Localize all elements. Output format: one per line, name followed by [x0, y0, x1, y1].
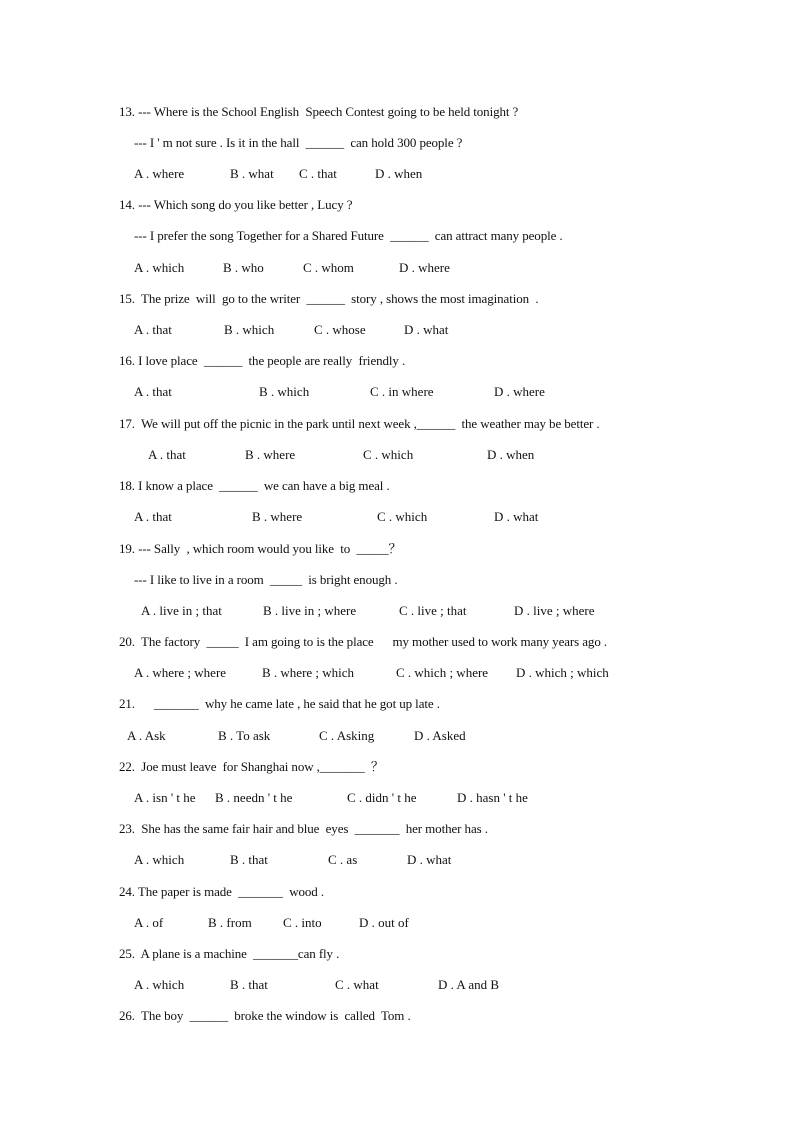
question-reply-line: --- I ' m not sure . Is it in the hall ______ can hold 300 people ?: [134, 135, 463, 150]
question-stem: 14. --- Which song do you like better , Lucy ?: [119, 197, 353, 212]
answer-option-d: D . which ; which: [516, 665, 609, 680]
answer-option-b: B . from: [208, 915, 252, 930]
answer-option-b: B . which: [224, 322, 275, 337]
answer-option-b: B . who: [223, 260, 264, 275]
answer-option-b: B . which: [259, 384, 310, 399]
answer-option-d: D . hasn ' t he: [457, 790, 528, 805]
answer-option-c: C . which: [377, 509, 428, 524]
answer-option-a: A . that: [134, 384, 172, 399]
answer-option-b: B . where ; which: [262, 665, 355, 680]
answer-option-b: B . what: [230, 166, 274, 181]
answer-option-a: A . that: [134, 322, 172, 337]
answer-option-a: A . which: [134, 852, 185, 867]
answer-option-d: D . where: [494, 384, 545, 399]
answer-option-b: B . that: [230, 977, 268, 992]
answer-option-d: D . Asked: [414, 728, 466, 743]
answer-option-d: D . what: [407, 852, 452, 867]
answer-option-c: C . didn ' t he: [347, 790, 417, 805]
answer-option-a: A . live in ; that: [141, 603, 222, 618]
answer-option-c: C . into: [283, 915, 322, 930]
question-stem: 13. --- Where is the School English Speech Contest going to be held tonight ?: [119, 104, 519, 119]
answer-option-a: A . which: [134, 260, 185, 275]
answer-option-c: C . which: [363, 447, 414, 462]
answer-option-a: A . where: [134, 166, 185, 181]
answer-option-d: D . where: [399, 260, 450, 275]
answer-option-d: D . when: [375, 166, 423, 181]
answer-option-d: D . what: [404, 322, 449, 337]
question-stem: 21. _______ why he came late , he said that he got up late .: [119, 696, 440, 711]
question-stem: 25. A plane is a machine _______can fly .: [119, 946, 340, 961]
question-stem: 22. Joe must leave for Shanghai now ,_______ ？: [119, 759, 384, 774]
answer-option-c: C . what: [335, 977, 379, 992]
answer-option-a: A . where ; where: [134, 665, 227, 680]
question-reply-line: --- I prefer the song Together for a Shared Future ______ can attract many people .: [134, 228, 563, 243]
answer-option-c: C . in where: [370, 384, 434, 399]
answer-option-a: A . that: [148, 447, 186, 462]
question-stem: 23. She has the same fair hair and blue eyes _______ her mother has .: [119, 821, 488, 836]
answer-option-a: A . isn ' t he: [134, 790, 196, 805]
answer-option-a: A . which: [134, 977, 185, 992]
answer-option-a: A . of: [134, 915, 164, 930]
answer-option-c: C . as: [328, 852, 358, 867]
answer-option-b: B . live in ; where: [263, 603, 357, 618]
answer-option-d: D . what: [494, 509, 539, 524]
question-stem: 20. The factory _____ I am going to is the place my mother used to work many years ago .: [119, 634, 608, 649]
question-stem: 18. I know a place ______ we can have a big meal .: [119, 478, 390, 493]
question-stem: 24. The paper is made _______ wood .: [119, 884, 325, 899]
answer-option-b: B . To ask: [218, 728, 271, 743]
answer-option-c: C . live ; that: [399, 603, 467, 618]
question-reply-line: --- I like to live in a room _____ is bright enough .: [134, 572, 398, 587]
question-stem: 17. We will put off the picnic in the park until next week ,______ the weather may be better .: [119, 416, 600, 431]
answer-option-c: C . whose: [314, 322, 366, 337]
answer-option-d: D . A and B: [438, 977, 500, 992]
answer-option-b: B . needn ' t he: [215, 790, 293, 805]
answer-option-d: D . when: [487, 447, 535, 462]
answer-option-a: A . Ask: [127, 728, 166, 743]
question-stem: 15. The prize will go to the writer ______ story , shows the most imagination .: [119, 291, 539, 306]
answer-option-c: C . Asking: [319, 728, 375, 743]
question-stem: 26. The boy ______ broke the window is called Tom .: [119, 1008, 411, 1023]
question-stem: 19. --- Sally , which room would you like to _____？: [119, 541, 402, 556]
answer-option-a: A . that: [134, 509, 172, 524]
answer-option-d: D . out of: [359, 915, 409, 930]
answer-option-c: C . that: [299, 166, 337, 181]
answer-option-c: C . which ; where: [396, 665, 489, 680]
answer-option-b: B . where: [245, 447, 296, 462]
answer-option-b: B . where: [252, 509, 303, 524]
answer-option-c: C . whom: [303, 260, 354, 275]
question-stem: 16. I love place ______ the people are really friendly .: [119, 353, 406, 368]
answer-option-b: B . that: [230, 852, 268, 867]
answer-option-d: D . live ; where: [514, 603, 595, 618]
